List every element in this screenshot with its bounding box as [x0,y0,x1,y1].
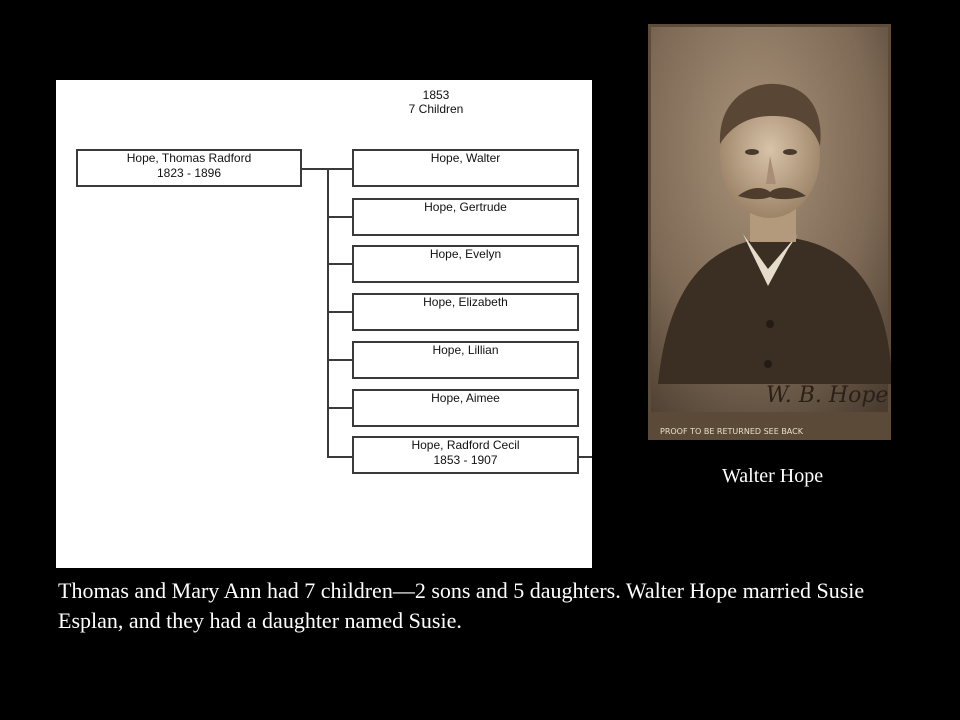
child-name: Hope, Radford Cecil [411,438,520,452]
parent-box [76,149,302,187]
child-connector [327,359,353,361]
child-connector [327,311,353,313]
portrait-image [648,24,891,440]
child-connector [327,407,353,409]
child-connector [327,263,353,265]
child-name: Hope, Lillian [432,343,499,357]
parent-connector [302,168,328,170]
child-dates: 1853 - 1907 [433,453,498,467]
child-box-radford-cecil [352,436,579,474]
parent-dates: 1823 - 1896 [156,166,222,180]
child-connector [327,168,353,170]
child-name: Hope, Evelyn [429,247,502,261]
sibling-trunk [327,168,329,458]
child-box-elizabeth [352,293,579,331]
photo-caption: Walter Hope [722,465,824,487]
family-tree-chart [56,80,592,568]
signature-text: W. B. Hope [766,383,889,408]
child-box-lillian [352,341,579,379]
child-connector [327,456,353,458]
child-box-gertrude [352,198,579,236]
parent-name: Hope, Thomas Radford [126,151,252,165]
tree-header-year: 1853 [422,88,450,102]
child-name: Hope, Elizabeth [423,295,508,309]
tree-header-children: 7 Children [408,102,464,116]
child-box-evelyn [352,245,579,283]
description-text: Thomas and Mary Ann had 7 children—2 sons and 5 daughters. Walter Hope married Susie Esplan, and they had a daughter named Susie. [58,578,865,633]
child-box-aimee [352,389,579,427]
child-box-walter [352,149,579,187]
portrait-photo [648,24,891,440]
photo-footer-text: PROOF TO BE RETURNED SEE BACK [660,427,803,436]
child-name: Hope, Walter [430,151,501,165]
child-name: Hope, Gertrude [424,200,507,214]
child-name: Hope, Aimee [431,391,500,405]
descendant-connector [579,456,592,458]
child-connector [327,216,353,218]
